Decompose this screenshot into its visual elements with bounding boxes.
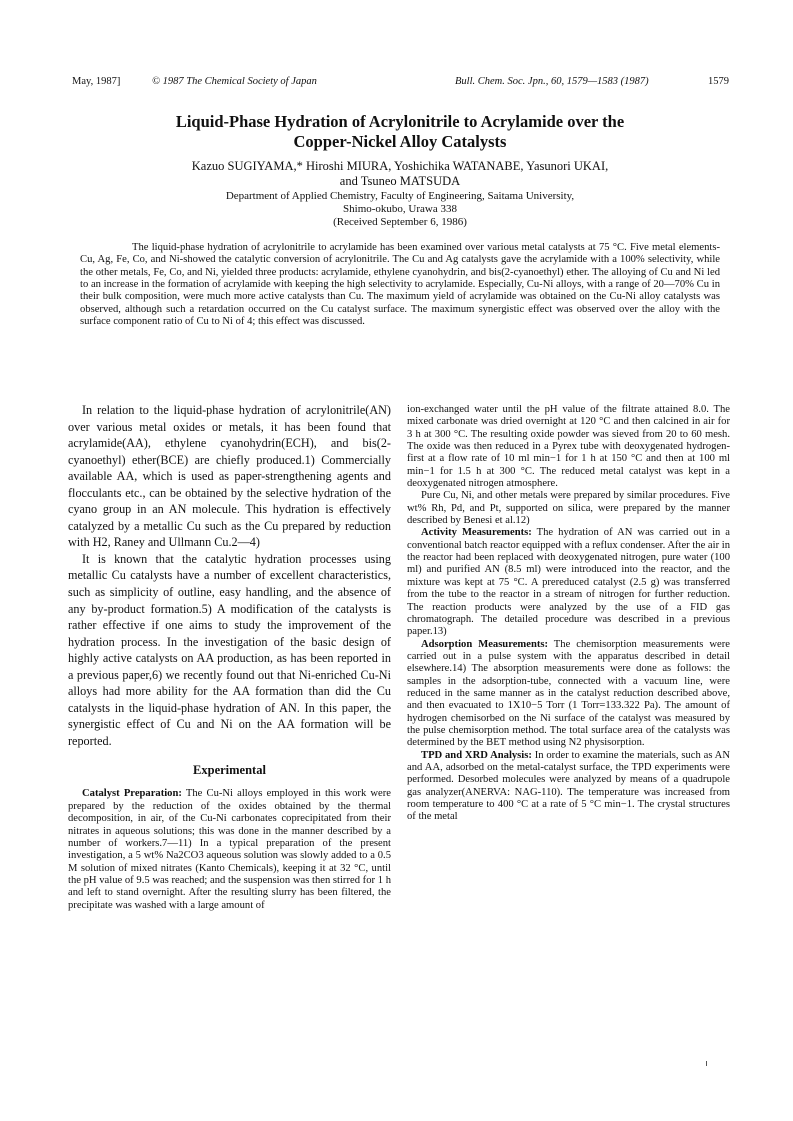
catalyst-preparation-text: The Cu-Ni alloys employed in this work were prepared by the reduction of the oxides obtained by the thermal decomposition, in air, of the Cu-Ni carbonates coprecipitated from their nitrates in aqueous solutions; this was done in the manner described by a number of workers.7—11) In a typical preparation of the present investigation, a 5 wt% Na2CO3 aqueous solution was slowly added to a 0.5 M solution of mixed nitrates (Kanto Chemicals), keeping it at 32 °C, until the pH value of 9.5 was reached; and the suspension was then stirred for 1 h and left to stand overnight. After the resulting slurry has been filtered, the precipitate was washed with a large amount of [68, 788, 391, 911]
header-date: May, 1987] [72, 76, 121, 87]
page-corner-mark [706, 1061, 707, 1066]
preparation-continued-paragraph: ion-exchanged water until the pH value of the filtrate attained 8.0. The mixed carbonate was dried overnight at 120 °C and then calcined in air for 3 h at 300 °C. The resulting oxide powder was sieved from 20 to 60 mesh. The oxide was then reduced in a Pyrex tube with deoxygenated hydrogen-first at a flow rate of 10 ml min−1 for 1 h at 150 °C and then at 100 ml min−1 for 1.5 h at 300 °C. The reduced metal catalyst was kept in a deoxygenated nitrogen atmosphere. [407, 404, 730, 490]
page-number: 1579 [708, 76, 729, 87]
adsorption-paragraph [407, 639, 730, 750]
intro-paragraph-2: It is known that the catalytic hydration processes using metallic Cu catalysts have a number of excellent characteristics, such as simplicity of outline, easy handling, and the absence of any by-product formation.5) A modification of the catalysts is rather effective if one aims to study the improvement of the hydration process. In the investigation of the basic design of highly active catalysts on AA production, as has been reported in a previous paper,6) we recently found out that Ni-enriched Cu-Ni alloys had more ability for the AA formation than did the Cu catalysts in the liquid-phase hydration of AN. In this paper, the synergistic effect of Cu and Ni on the AA formation will be reported. [68, 551, 391, 748]
header-citation: Bull. Chem. Soc. Jpn., 60, 1579—1583 (1987) [455, 76, 649, 87]
affiliation-line-1: Department of Applied Chemistry, Faculty of Engineering, Saitama University, [225, 190, 575, 202]
authors [150, 159, 650, 189]
tpd-xrd-paragraph [407, 750, 730, 824]
running-header [72, 76, 732, 90]
paper-title [80, 112, 720, 152]
header-copyright: © 1987 The Chemical Society of Japan [152, 76, 317, 87]
affiliation-line-2: Shimo-okubo, Urawa 338 [343, 203, 457, 216]
adsorption-heading: Adsorption Measurements: [421, 638, 549, 650]
abstract: The liquid-phase hydration of acrylonitrile to acrylamide has been examined over various metal catalysts at 75 °C. Five metal elements-Cu, Ag, Fe, Co, and Ni-showed the catalytic conversion of acrylonitrile. The Cu and Ag catalysts gave the acrylamide with a 100% selectivity, while the other metals, Fe, Co, and Ni, yielded three products: acrylamide, ethylene cyanohydrin, and bis(2-cyanoethyl) ether. The alloying of Cu and Ni led to an increase in the formation of acrylamide with keeping the high selectivity to acrylamide. Especially, Cu-Ni alloys, with a range of 20—70% Cu in their bulk composition, were much more active catalysts than Cu. The maximum yield of acrylamide was obtained on the Cu-Ni alloy catalysts was observed, although such a retardation occurred on the Cu catalyst surface. The maximum synergistic effect was observed over the alloy with the surface component ratio of Cu to Ni of 4; this effect was discussed. [80, 242, 720, 328]
affiliation [150, 190, 650, 230]
received-date: (Received September 6, 1986) [333, 216, 467, 229]
section-heading-experimental: Experimental [193, 763, 266, 778]
intro-paragraph-1: In relation to the liquid-phase hydration of acrylonitrile(AN) over various metal oxides or metals, it has been found that acrylamide(AA), ethylene cyanohydrin(ECH), and bis(2-cyanoethyl) ether(BCE) are chiefly produced.1) Commercially available AA, which is used as paper-strengthening agents and flocculants etc., can be obtained by the selective hydration of the cyano group in an AN molecule. This hydration is effectively catalyzed by a metallic Cu such as the Cu prepared by reduction with H2, Raney and Ullmann Cu.2—4) [68, 403, 391, 550]
title-line-2: Copper-Nickel Alloy Catalysts [293, 132, 507, 151]
catalyst-preparation-paragraph [68, 788, 391, 911]
activity-heading: Activity Measurements: [421, 527, 532, 539]
activity-paragraph [407, 527, 730, 638]
pure-metals-paragraph: Pure Cu, Ni, and other metals were prepared by similar procedures. Five wt% Rh, Pd, and Pt, supported on silica, were prepared by the manner described by Benesi et al.12) [407, 490, 730, 527]
tpd-xrd-heading: TPD and XRD Analysis: [421, 749, 532, 761]
adsorption-text: The chemisorption measurements were carried out in a pulse system with the apparatus described in detail elsewhere.14) The absorption measurements were done as follows: the samples in the adsorption-tube, connected with a vacuum line, were reduced in the same manner as in the catalyst reduction described above, and then evacuated to 1X10−5 Torr (1 Torr=133.322 Pa). The amount of hydrogen chemisorbed on the Ni surface of the catalyst was measured by the pulse chemisorption method. The total surface area of the catalysts was determined by the BET method using N2 physisorption. [407, 638, 730, 749]
activity-text: The hydration of AN was carried out in a conventional batch reactor equipped with a reflux condenser. After the air in the reactor had been replaced with deoxygenated nitrogen, pure water (100 ml) and purified AN (8.5 ml) were introduced into the reactor, and the mixture was kept at 75 °C. A prereduced catalyst (2.5 g) was transferred from the tube to the reactor in a stream of nitrogen for further reduction. The reaction products were analyzed by the use of a FID gas chromatograph. The detailed procedure was described in a previous paper.13) [407, 527, 730, 638]
authors-line-1: Kazuo SUGIYAMA,* Hiroshi MIURA, Yoshichika WATANABE, Yasunori UKAI, [191, 159, 609, 173]
catalyst-preparation-heading: Catalyst Preparation: [82, 788, 182, 800]
right-column [407, 404, 730, 824]
left-column [68, 402, 391, 912]
authors-line-2: and Tsuneo MATSUDA [339, 174, 461, 188]
title-line-1: Liquid-Phase Hydration of Acrylonitrile to Acrylamide over the [175, 112, 625, 131]
tpd-xrd-text: In order to examine the materials, such as AN and AA, adsorbed on the metal-catalyst surface, the TPD experiments were performed. Desorbed molecules were analyzed by means of a quadrupole gas analyzer(ANERVA: NAG-110). The temperature was increased from room temperature to 400 °C at a rate of 5 °C min−1. The crystal structures of the metal [407, 749, 730, 823]
